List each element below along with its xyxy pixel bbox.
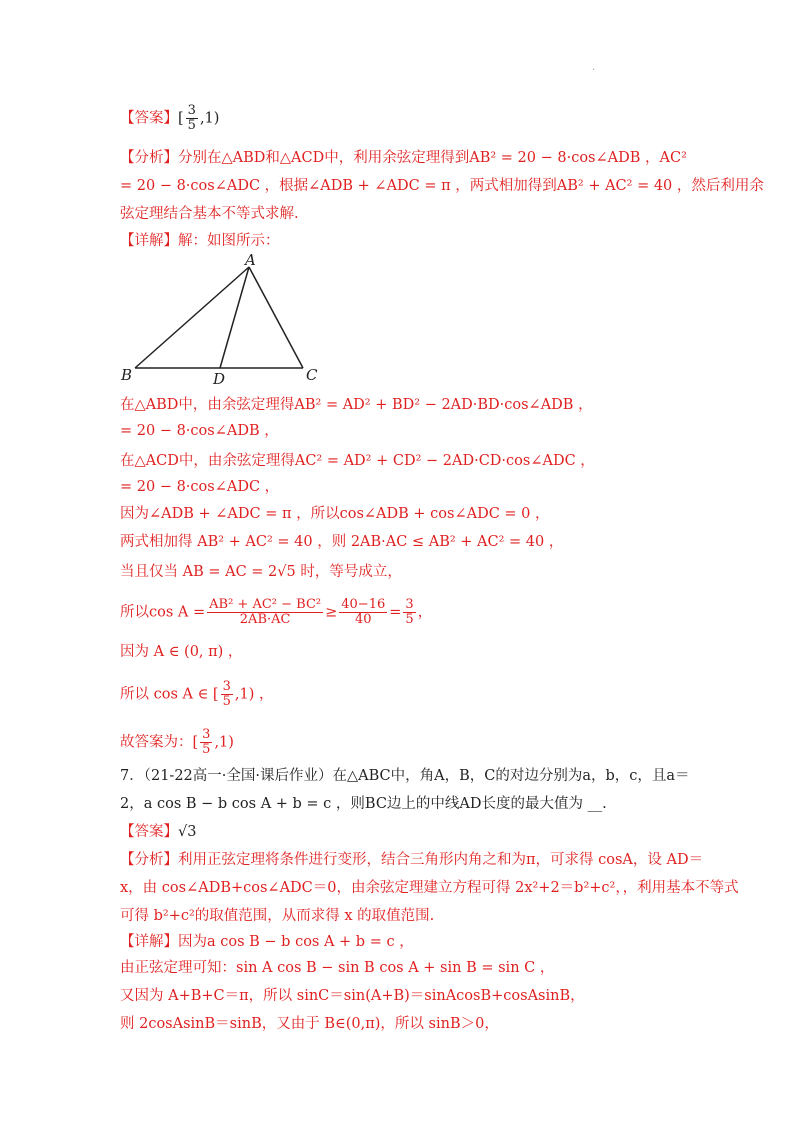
- answer-tag: 【答案】: [120, 824, 178, 840]
- solution-line-6: 两式相加得 AB² + AC² = 40 ，则 2AB·AC ≤ AB² + AC² = 40 ，: [120, 534, 564, 550]
- side-ab: [135, 267, 249, 368]
- solution-line-3: 在△ACD中，由余弦定理得AC² = AD² + CD² − 2AD·CD·cos∠ADC ，: [120, 453, 595, 469]
- analysis-2-line-2: x，由 cos∠ADB+cos∠ADC＝0，由余弦定理建立方程可得 2x²+2＝b²+c²，，利用基本不等式: [120, 880, 739, 896]
- solution-line-7: 当且仅当 AB = AC = 2√5 时，等号成立，: [120, 564, 402, 580]
- detail-2-line-2: 由正弦定理可知：sin A cos B − sin B cos A + sin B = sin C ，: [120, 960, 555, 976]
- final-answer-fraction: [200, 728, 212, 757]
- value-fraction: [339, 598, 387, 627]
- analysis-tag: 【分析】: [120, 150, 178, 166]
- vertex-label-c: C: [306, 366, 318, 384]
- solution-line-4: = 20 − 8·cos∠ADC ，: [120, 479, 280, 495]
- fraction-denominator: 5: [187, 118, 196, 133]
- final-answer-end: ,1): [214, 734, 234, 751]
- detail-line-1: [120, 231, 280, 251]
- solution-line-2: = 20 − 8·cos∠ADB ，: [120, 423, 279, 439]
- cos-law-fraction: [207, 598, 323, 627]
- solution-line-5: 因为∠ADB + ∠ADC = π ，所以cos∠ADB + cos∠ADC = 0 ，: [120, 506, 550, 522]
- solution-line-9: 因为 A ∈ (0, π) ，: [120, 644, 243, 660]
- answer-fraction: [186, 104, 198, 133]
- answer-bracket-open: [: [178, 110, 184, 127]
- page-mark: .: [592, 62, 596, 73]
- question-7-line-2: 2，a cos B − b cos A + b = c ，则BC边上的中线AD长度的最大值为 __.: [120, 796, 607, 812]
- fraction-numerator: 3: [202, 727, 211, 742]
- line-end: ，: [417, 604, 433, 621]
- fraction-denominator: 2AB·AC: [239, 612, 291, 627]
- fraction-numerator: 3: [405, 597, 414, 612]
- solution-line-11: [120, 728, 234, 757]
- detail-2-line-3: 又因为 A+B+C＝π，所以 sinC＝sin(A+B)＝sinAcosB+cosAsinB，: [120, 988, 585, 1004]
- detail-tag: 【详解】: [120, 934, 178, 950]
- fraction-denominator: 40: [354, 612, 372, 627]
- analysis-line-3: 弦定理结合基本不等式求解.: [120, 206, 299, 222]
- final-answer-label: 故答案为：[: [120, 734, 199, 751]
- ge-sign: ≥: [325, 604, 338, 621]
- detail-2-line-4: 则 2cosAsinB＝sinB，又由于 B∈(0,π)，所以 sinB＞0，: [120, 1016, 499, 1032]
- point-label-d: D: [213, 370, 226, 388]
- eq-sign: =: [389, 604, 402, 621]
- detail-text: 因为a cos B − b cos A + b = c ，: [178, 934, 414, 950]
- detail-2-line-1: [120, 932, 414, 952]
- range-label: 所以 cos A ∈ [: [120, 686, 219, 703]
- cos-a-label: 所以cos A =: [120, 604, 206, 621]
- fraction-denominator: 5: [405, 612, 414, 627]
- solution-line-1: 在△ABD中，由余弦定理得AB² = AD² + BD² − 2AD·BD·cos∠ADB ，: [120, 397, 593, 413]
- side-ac: [249, 267, 303, 368]
- fraction-denominator: 5: [222, 694, 231, 709]
- median-ad: [220, 267, 249, 368]
- analysis-tag: 【分析】: [120, 852, 178, 868]
- fraction-numerator: 3: [187, 103, 196, 118]
- vertex-label-b: B: [121, 366, 133, 384]
- analysis-line-2: = 20 − 8·cos∠ADC ，根据∠ADB + ∠ADC = π ，两式相加得到AB² + AC² = 40 ，然后利用余: [120, 178, 764, 194]
- fraction-numerator: 40−16: [341, 597, 386, 612]
- range-fraction: [221, 680, 233, 709]
- analysis-line-1: [120, 148, 687, 168]
- answer-value: √3: [178, 824, 197, 840]
- answer-tag: 【答案】: [120, 110, 178, 127]
- analysis-text: 利用正弦定理将条件进行变形，结合三角形内角之和为π，可求得 cosA，设 AD＝: [178, 852, 704, 868]
- analysis-2-line-3: 可得 b²+c²的取值范围，从而求得 x 的取值范围.: [120, 908, 435, 924]
- fraction-numerator: 3: [222, 679, 231, 694]
- range-end: ,1) ，: [234, 686, 274, 703]
- detail-tag: 【详解】: [120, 233, 178, 249]
- answer-bracket-close: ,1): [199, 110, 220, 127]
- solution-line-8: [120, 598, 432, 627]
- detail-text: 解：如图所示：: [178, 233, 280, 249]
- result-fraction: [403, 598, 415, 627]
- triangle-figure: [118, 250, 328, 388]
- fraction-denominator: 5: [202, 742, 211, 757]
- answer-line-2: [120, 822, 196, 842]
- fraction-numerator: AB² + AC² − BC²: [209, 597, 322, 612]
- analysis-text: 分别在△ABD和△ACD中，利用余弦定理得到AB² = 20 − 8·cos∠ADB ，AC²: [178, 150, 687, 166]
- solution-line-10: [120, 680, 273, 709]
- vertex-label-a: A: [245, 251, 256, 269]
- answer-line-1: [120, 104, 219, 133]
- question-7-line-1: 7．（21-22高一·全国·课后作业）在△ABC中，角A，B，C的对边分别为a，b，c，且a＝: [120, 768, 690, 784]
- analysis-2-line-1: [120, 850, 703, 870]
